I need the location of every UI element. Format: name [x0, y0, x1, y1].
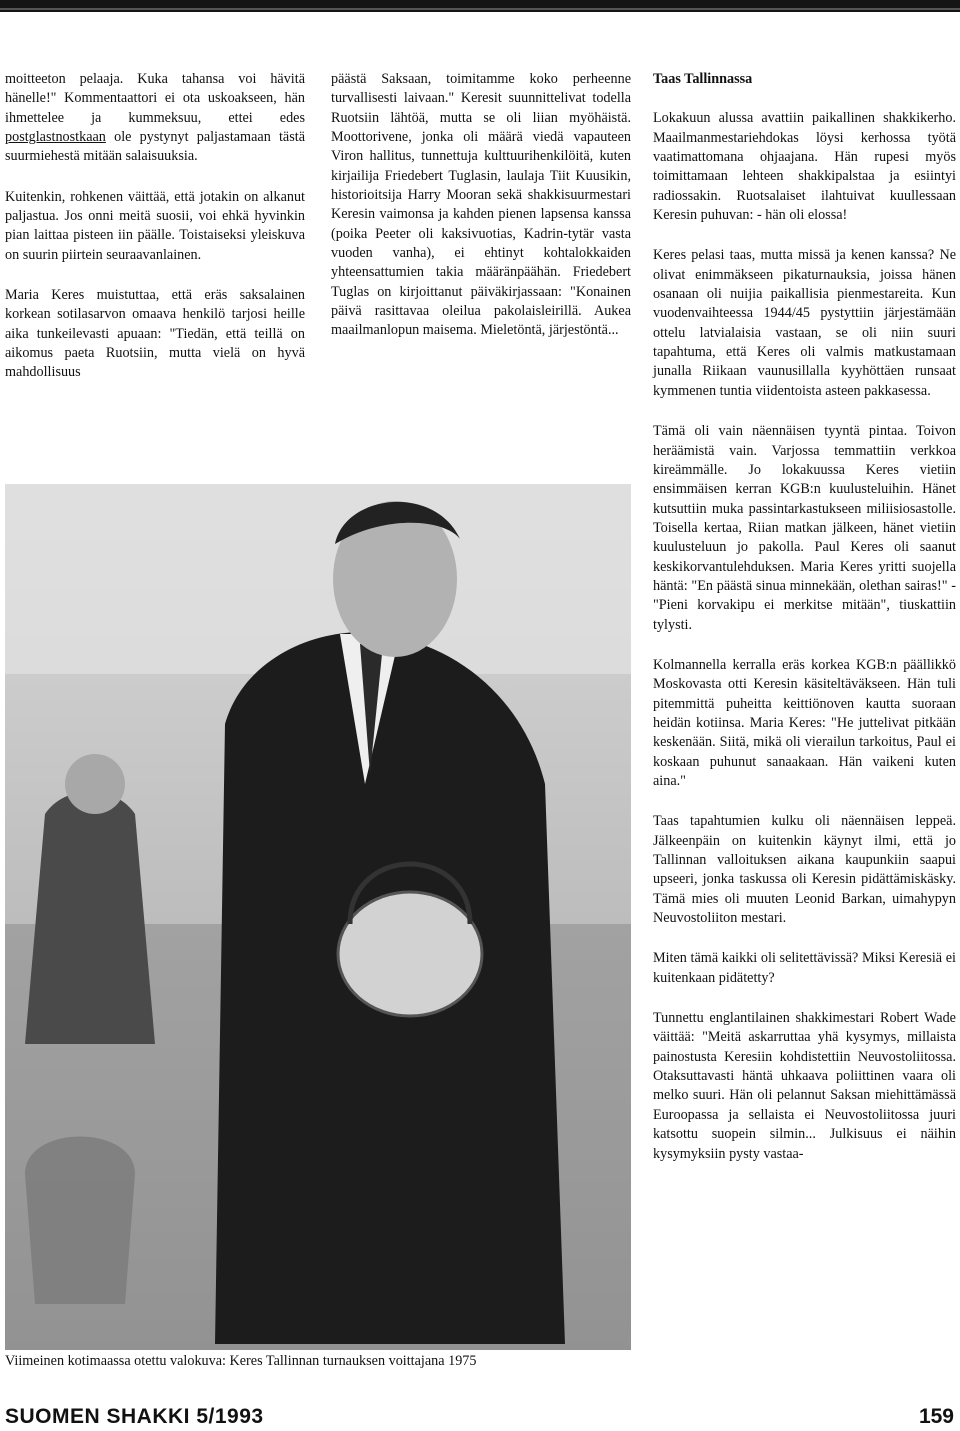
paragraph: päästä Saksaan, toimitamme koko perheenne turvallisesti laivaan." Keresit suunnittelivat todella Ruotsiin lähtöä, mutta se oli liian myöhäistä. Moottorivene, jonka oli määrä viedä vapauteen Viron hallitus, tunnettuja kulttuurihenkilöitä, kuten kirjailija Friedebert Tuglasin, laulaja Tiit Kuusikin, historioitsija Harry Mooran sekä shakkisuurmestari Keresin vaimonsa ja kahden pienen lapsensa kanssa (poika Peeter oli kaksivuotias, Kadrin-tytär vasta vuoden vanha), ei ehtinyt kohtalokkaiden yhteensattumien takia määränpäähän. Friedebert Tuglas on kirjoittanut päiväkirjassaan: "Konainen päivä rasittavaa oleilua pakolaisleirillä. Aukea maailmanlopun maisema. Mieletöntä, järjestöntä... [331, 71, 631, 339]
paragraph: Lokakuun alussa avattiin paikallinen shakkikerho. Maailmanmestariehdokas löysi kerhossa työtä vaatimattomana ohjaajana. Hän rupesi myös toimittamaan lehteen shakkipalstaa ja esiintyi radiossakin. Ruotsalaiset ilahtuivat kuullessaan Keresin puhuvan: - hän oli elossa! [653, 110, 956, 224]
photo-illustration [5, 484, 631, 1350]
column-right [653, 70, 956, 1185]
paragraph: Tunnettu englantilainen shakkimestari Robert Wade väittää: "Meitä askarruttaa yhä kysymys, millaista painostusta Keresiin kohdistettiin Neuvostoliitossa. Otaksuttavasti häntä uhkaava poliittinen vaara oli melko suuri. Hän oli pelannut Saksan miehittämässä Euroopassa ja sellaista ei Neuvostoliitossa juuri katsottu suopein silmin... Julkisuus ei näihin kysymyksiin pysty vastaa- [653, 1010, 956, 1162]
paragraph: Tämä oli vain näennäisen tyyntä pintaa. Toivon heräämistä vain. Varjossa temmattiin verkkoa kireämmälle. Jo lokakuussa Keres vietiin ensimmäisen kerran KGB:n kuulusteluihin. Hänet kutsuttiin muka passintarkastukseen miliisiosastolle. Toisella kertaa, Riian matkan jälkeen, hänet vietiin kuulusteluun jo pakolla. Paul Keres oli saanut keskikorvantulehduksen. Maria Keres yritti suojella häntä: "En päästä sinua minnekään, olethan sairas!" - "Pieni korvakipu ei merkitse mitään", tiuskattiin tylysti. [653, 423, 956, 633]
paragraph: Keres pelasi taas, mutta missä ja kenen kanssa? Ne olivat enimmäkseen pikaturnauksia, joissa hänen osanaan oli nuijia paikallisia pienmestareita. Kun vuodenvaihteessa 1944/45 pystyttiin järjestämään ottelu latvialaisia vastaan, se oli niin suuri tapahtuma, että Keres oli valmis matkustamaan junalla Riikaan vaunusillalla kyyhöttäen runsaat kymmenen tuntia viidentoista asteen pakkasessa. [653, 247, 956, 399]
kettle [338, 892, 482, 1016]
section-heading: Taas Tallinnassa [653, 71, 753, 87]
background-figure-head [65, 754, 125, 814]
photo-caption: Viimeinen kotimaassa otettu valokuva: Keres Tallinnan turnauksen voittajana 1975 [5, 1353, 477, 1369]
paragraph-text: moitteeton pelaaja. Kuka tahansa voi hävitä hänelle!" Kommentaattori ei ota uskoakseen, hän ihmettelee ja kummeksuu, ettei edes [5, 71, 305, 126]
paragraph: Kuitenkin, rohkenen väittää, että jotakin on alkanut paljastua. Jos onni meitä suosii, voi ehkä hyvinkin pian laittaa pisteen iin päälle. Toistaiseksi yleiskuva on suurin piirtein seuraavanlainen. [5, 188, 305, 263]
paragraph-text: ole pystynyt paljastamaan tästä suurmiehestä mitään salaisuuksia. [5, 129, 305, 165]
page-number: 159 [918, 1405, 954, 1428]
paragraph: Maria Keres muistuttaa, että eräs saksalainen korkean sotilasarvon omaava henkilö tarjosi heille aika tunkeilevasti apuaan: "Tiedän, että teillä on aikomus paeta Ruotsiin, mutta vielä on hyvä mahdollisuus [5, 287, 305, 381]
glass-vase [25, 1137, 135, 1305]
keres-photograph [5, 484, 631, 1350]
background-figure [25, 792, 155, 1045]
magazine-footer: SUOMEN SHAKKI 5/1993 [5, 1405, 264, 1428]
underlined-word: postglastnostkaan [5, 129, 106, 146]
paragraph: Miten tämä kaikki oli selitettävissä? Miksi Keresiä ei kuitenkaan pidätetty? [653, 950, 956, 986]
column-middle [331, 70, 631, 362]
column-left [5, 70, 305, 404]
paragraph: Kolmannella kerralla eräs korkea KGB:n päällikkö Moskovasta otti Keresin käsiteltäväkseen. Hän tuli pitemmittä puheitta keittiönoven kautta suoraan heidän kotiinsa. Maria Keres: "He juttelivat pitkään keskenään. Siitä, mikä oli vierailun tarkoitus, Paul ei koskaan puhunut sanaakaan. Hän vaikeni kuten aina." [653, 656, 956, 789]
paragraph: Taas tapahtumien kulku oli näennäisen leppeä. Jälkeenpäin on kuitenkin käynyt ilmi, että jo Tallinnan valloituksen aikana kaupunkiin saapui upseeri, jonka taskussa oli Keresin pidättämiskäsky. Tämä mies oli muuten Leonid Barkan, uimahypyn Neuvostoliiton mestari. [653, 813, 956, 927]
top-rule [0, 0, 960, 12]
paragraph [5, 70, 305, 167]
